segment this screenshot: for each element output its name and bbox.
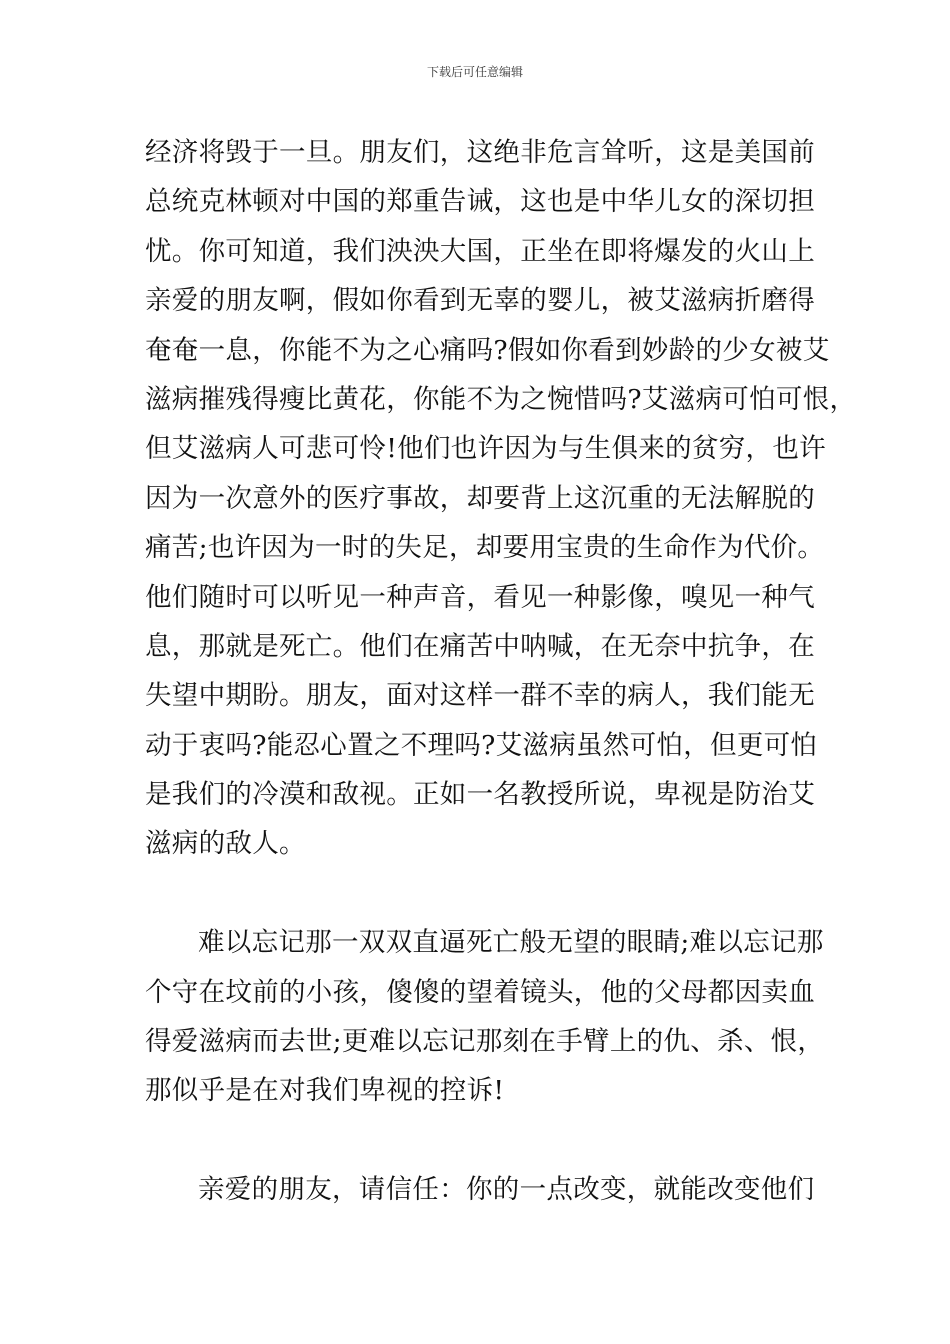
paragraph-3 [145,1165,825,1214]
text-line: 奄奄一息，你能不为之心痛吗?假如你看到妙龄的少女被艾 [145,334,830,366]
text-line: 滋病摧残得瘦比黄花，你能不为之惋惜吗?艾滋病可怕可恨， [145,383,857,415]
text-line: 经济将毁于一旦。朋友们，这绝非危言耸听，这是美国前 [145,137,815,168]
text-line: 亲爱的朋友啊，假如你看到无辜的婴儿，被艾滋病折磨得 [145,285,815,317]
text-line: 失望中期盼。朋友，面对这样一群不幸的病人，我们能无 [145,680,815,712]
text-line: 痛苦;也许因为一时的失足，却要用宝贵的生命作为代价。 [145,532,825,564]
paragraph-1 [145,128,857,869]
text-line: 息，那就是死亡。他们在痛苦中呐喊，在无奈中抗争，在 [145,630,815,662]
page-header: 下载后可任意编辑 [426,65,523,79]
text-line: 动于衷吗?能忍心置之不理吗?艾滋病虽然可怕，但更可怕 [145,729,818,761]
text-line: 个守在坟前的小孩，傻傻的望着镜头，他的父母都因卖血 [145,976,815,1008]
text-line: 总统克林顿对中国的郑重告诫，这也是中华儿女的深切担 [145,186,815,218]
text-line: 亲爱的朋友，请信任：你的一点改变，就能改变他们 [198,1174,815,1206]
text-line: 得爱滋病而去世;更难以忘记那刻在手臂上的仇、杀、恨， [145,1026,825,1058]
paragraph-spacer [145,869,825,918]
text-line: 忧。你可知道，我们泱泱大国，正坐在即将爆发的火山上 [145,235,815,267]
text-line: 他们随时可以听见一种声音，看见一种影像，嗅见一种气 [145,581,815,613]
text-line: 那似乎是在对我们卑视的控诉! [145,1075,505,1107]
paragraph-2 [145,918,825,1116]
text-line: 滋病的敌人。 [145,828,306,860]
text-line: 是我们的冷漠和敌视。正如一名教授所说，卑视是防治艾 [145,779,815,811]
text-line: 因为一次意外的医疗事故，却要背上这沉重的无法解脱的 [145,482,815,514]
document-body [145,128,857,1215]
text-line: 难以忘记那一双双直逼死亡般无望的眼睛;难以忘记那 [198,927,824,959]
text-line: 但艾滋病人可悲可怜!他们也许因为与生俱来的贫穷，也许 [145,433,826,465]
paragraph-spacer [145,1116,825,1165]
